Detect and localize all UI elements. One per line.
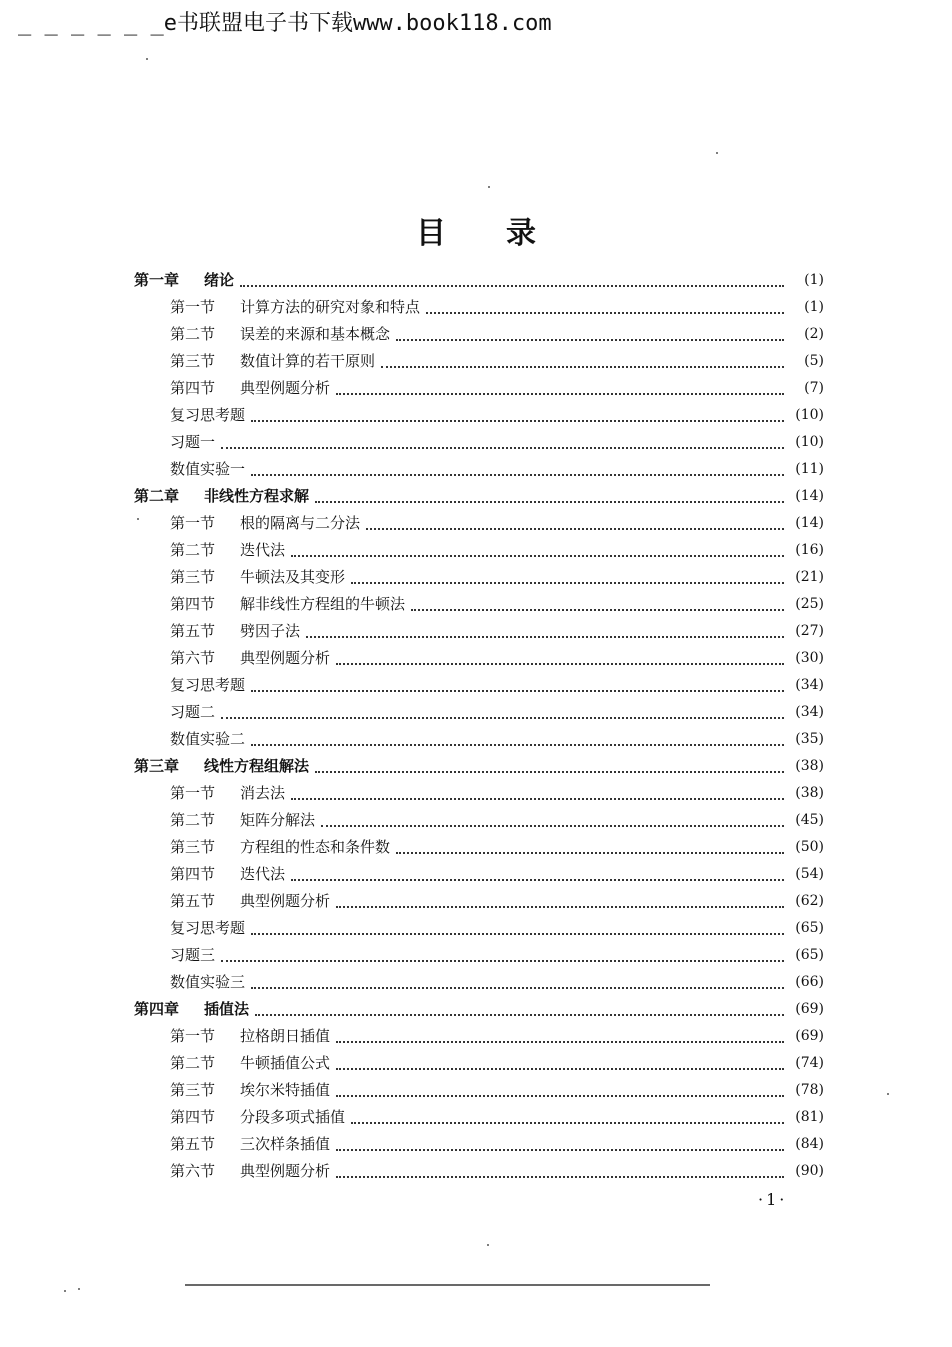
toc-leader-dots — [351, 580, 784, 584]
toc-entry-title: 典型例题分析 — [240, 892, 331, 910]
toc-chapter-1[interactable] — [134, 267, 824, 294]
toc-section-4-3[interactable] — [134, 1077, 824, 1104]
toc-entry-number: 第三节 — [170, 568, 216, 586]
toc-leader-dots — [426, 310, 784, 314]
toc-review-1[interactable] — [134, 402, 824, 429]
toc-entry-number: 第三节 — [170, 1081, 216, 1099]
toc-leader-dots — [336, 391, 784, 395]
toc-entry-title: 方程组的性态和条件数 — [240, 838, 391, 856]
toc-entry-title: 解非线性方程组的牛顿法 — [240, 595, 406, 613]
toc-leader-dots — [336, 1174, 784, 1178]
toc-leader-dots — [396, 337, 784, 341]
toc-entry-title: 习题二 — [170, 703, 216, 721]
toc-chapter-2[interactable] — [134, 483, 824, 510]
toc-section-2-3[interactable] — [134, 564, 824, 591]
toc-leader-dots — [251, 931, 784, 935]
toc-experiment-3[interactable] — [134, 969, 824, 996]
toc-leader-dots — [366, 526, 784, 530]
toc-entry-title: 绪论 — [204, 271, 235, 289]
toc-entry-number: 第四节 — [170, 595, 216, 613]
toc-leader-dots — [291, 796, 784, 800]
toc-exercises-1[interactable] — [134, 429, 824, 456]
toc-entry-title: 插值法 — [204, 1000, 250, 1018]
toc-section-3-4[interactable] — [134, 861, 824, 888]
toc-entry-title: 数值计算的若干原则 — [240, 352, 376, 370]
toc-entry-page: (11) — [795, 461, 824, 477]
toc-entry-page: (65) — [795, 920, 824, 936]
toc-chapter-4[interactable] — [134, 996, 824, 1023]
scan-speck — [887, 1093, 889, 1095]
toc-leader-dots — [221, 958, 784, 962]
toc-entry-page: (14) — [795, 488, 824, 504]
toc-entry-title: 典型例题分析 — [240, 649, 331, 667]
toc-entry-title: 消去法 — [240, 784, 286, 802]
toc-leader-dots — [240, 283, 784, 287]
toc-entry-title: 牛顿插值公式 — [240, 1054, 331, 1072]
toc-leader-dots — [336, 1066, 784, 1070]
toc-entry-title: 迭代法 — [240, 865, 286, 883]
toc-entry-page: (54) — [795, 866, 824, 882]
toc-entry-title: 三次样条插值 — [240, 1135, 331, 1153]
toc-section-2-2[interactable] — [134, 537, 824, 564]
toc-entry-number: 第三节 — [170, 838, 216, 856]
toc-entry-number: 第六节 — [170, 1162, 216, 1180]
toc-section-4-1[interactable] — [134, 1023, 824, 1050]
toc-entry-title: 拉格朗日插值 — [240, 1027, 331, 1045]
toc-leader-dots — [291, 877, 784, 881]
toc-leader-dots — [306, 634, 784, 638]
toc-entry-number: 第一节 — [170, 1027, 216, 1045]
toc-entry-title: 习题三 — [170, 946, 216, 964]
toc-entry-title: 计算方法的研究对象和特点 — [240, 298, 421, 316]
toc-leader-dots — [336, 661, 784, 665]
watermark-header: _ _ _ _ _ _e书联盟电子书下载www.book118.com — [18, 11, 552, 36]
toc-entry-page: (27) — [795, 623, 824, 639]
toc-leader-dots — [396, 850, 784, 854]
scan-speck — [146, 58, 148, 60]
toc-section-1-1[interactable] — [134, 294, 824, 321]
toc-entry-title: 典型例题分析 — [240, 379, 331, 397]
toc-entry-number: 第二节 — [170, 541, 216, 559]
toc-entry-page: (69) — [795, 1028, 824, 1044]
toc-entry-page: (16) — [795, 542, 824, 558]
toc-section-1-3[interactable] — [134, 348, 824, 375]
toc-exercises-2[interactable] — [134, 699, 824, 726]
toc-entry-page: (69) — [795, 1001, 824, 1017]
toc-leader-dots — [315, 769, 784, 773]
toc-leader-dots — [251, 985, 784, 989]
toc-leader-dots — [315, 499, 784, 503]
toc-section-4-4[interactable] — [134, 1104, 824, 1131]
toc-leader-dots — [251, 742, 784, 746]
toc-entry-number: 第三节 — [170, 352, 216, 370]
toc-entry-page: (5) — [804, 353, 824, 369]
toc-section-3-5[interactable] — [134, 888, 824, 915]
toc-entry-page: (50) — [795, 839, 824, 855]
toc-entry-number: 第五节 — [170, 892, 216, 910]
scan-speck — [137, 518, 139, 520]
toc-entry-page: (34) — [795, 704, 824, 720]
toc-leader-dots — [336, 1093, 784, 1097]
toc-entry-title: 数值实验三 — [170, 973, 246, 991]
toc-entry-title: 线性方程组解法 — [204, 757, 310, 775]
toc-entry-page: (90) — [795, 1163, 824, 1179]
toc-entry-page: (1) — [804, 299, 824, 315]
toc-entry-page: (35) — [795, 731, 824, 747]
toc-leader-dots — [336, 904, 784, 908]
toc-entry-page: (62) — [795, 893, 824, 909]
toc-leader-dots — [351, 1120, 784, 1124]
toc-entry-title: 数值实验一 — [170, 460, 246, 478]
scan-speck — [78, 1288, 80, 1290]
toc-entry-number: 第五节 — [170, 1135, 216, 1153]
toc-section-1-4[interactable] — [134, 375, 824, 402]
toc-entry-page: (7) — [804, 380, 824, 396]
toc-leader-dots — [336, 1147, 784, 1151]
toc-entry-title: 习题一 — [170, 433, 216, 451]
toc-entry-number: 第四节 — [170, 865, 216, 883]
toc-leader-dots — [221, 445, 784, 449]
toc-entry-title: 埃尔米特插值 — [240, 1081, 331, 1099]
toc-entry-title: 数值实验二 — [170, 730, 246, 748]
toc-chapter-3[interactable] — [134, 753, 824, 780]
toc-entry-number: 第四节 — [170, 1108, 216, 1126]
toc-entry-number: 第一节 — [170, 784, 216, 802]
toc-section-4-2[interactable] — [134, 1050, 824, 1077]
toc-section-2-4[interactable] — [134, 591, 824, 618]
page-title: 目录 — [416, 216, 596, 251]
toc-entry-page: (25) — [795, 596, 824, 612]
toc-entry-title: 非线性方程求解 — [204, 487, 310, 505]
toc-entry-number: 第四章 — [134, 1000, 180, 1018]
table-of-contents — [134, 267, 824, 1185]
toc-entry-page: (38) — [795, 785, 824, 801]
toc-leader-dots — [381, 364, 784, 368]
toc-exercises-3[interactable] — [134, 942, 824, 969]
toc-leader-dots — [255, 1012, 784, 1016]
toc-experiment-1[interactable] — [134, 456, 824, 483]
page-number: ·1· — [758, 1190, 788, 1209]
toc-leader-dots — [251, 688, 784, 692]
toc-review-2[interactable] — [134, 672, 824, 699]
toc-section-3-2[interactable] — [134, 807, 824, 834]
toc-entry-page: (30) — [795, 650, 824, 666]
toc-section-2-6[interactable] — [134, 645, 824, 672]
toc-entry-page: (84) — [795, 1136, 824, 1152]
toc-entry-number: 第二节 — [170, 325, 216, 343]
toc-entry-page: (38) — [795, 758, 824, 774]
toc-entry-title: 复习思考题 — [170, 676, 246, 694]
toc-section-1-2[interactable] — [134, 321, 824, 348]
toc-entry-number: 第三章 — [134, 757, 180, 775]
toc-entry-number: 第二章 — [134, 487, 180, 505]
toc-section-4-6[interactable] — [134, 1158, 824, 1185]
toc-entry-number: 第二节 — [170, 1054, 216, 1072]
toc-entry-page: (14) — [795, 515, 824, 531]
bottom-scan-rule — [185, 1284, 710, 1286]
toc-leader-dots — [251, 418, 784, 422]
toc-entry-title: 牛顿法及其变形 — [240, 568, 346, 586]
toc-entry-title: 矩阵分解法 — [240, 811, 316, 829]
scan-speck — [64, 1290, 66, 1292]
toc-entry-title: 劈因子法 — [240, 622, 301, 640]
toc-entry-page: (34) — [795, 677, 824, 693]
toc-leader-dots — [221, 715, 784, 719]
scan-speck — [488, 186, 490, 188]
toc-entry-page: (10) — [795, 407, 824, 423]
toc-entry-page: (81) — [795, 1109, 824, 1125]
toc-entry-number: 第四节 — [170, 379, 216, 397]
toc-review-3[interactable] — [134, 915, 824, 942]
toc-entry-title: 复习思考题 — [170, 406, 246, 424]
toc-section-3-1[interactable] — [134, 780, 824, 807]
toc-section-4-5[interactable] — [134, 1131, 824, 1158]
toc-entry-page: (45) — [795, 812, 824, 828]
scan-speck — [716, 152, 718, 154]
toc-entry-page: (65) — [795, 947, 824, 963]
toc-leader-dots — [336, 1039, 784, 1043]
toc-entry-page: (10) — [795, 434, 824, 450]
toc-section-3-3[interactable] — [134, 834, 824, 861]
toc-entry-number: 第二节 — [170, 811, 216, 829]
toc-entry-number: 第一节 — [170, 298, 216, 316]
toc-entry-page: (66) — [795, 974, 824, 990]
toc-entry-title: 典型例题分析 — [240, 1162, 331, 1180]
toc-entry-number: 第一章 — [134, 271, 180, 289]
toc-entry-number: 第一节 — [170, 514, 216, 532]
toc-entry-title: 根的隔离与二分法 — [240, 514, 361, 532]
toc-entry-page: (78) — [795, 1082, 824, 1098]
toc-leader-dots — [411, 607, 784, 611]
toc-entry-title: 复习思考题 — [170, 919, 246, 937]
toc-leader-dots — [291, 553, 784, 557]
toc-entry-page: (74) — [795, 1055, 824, 1071]
toc-section-2-5[interactable] — [134, 618, 824, 645]
toc-section-2-1[interactable] — [134, 510, 824, 537]
toc-entry-page: (21) — [795, 569, 824, 585]
toc-leader-dots — [321, 823, 784, 827]
toc-entry-title: 分段多项式插值 — [240, 1108, 346, 1126]
toc-entry-title: 误差的来源和基本概念 — [240, 325, 391, 343]
toc-leader-dots — [251, 472, 784, 476]
toc-entry-number: 第六节 — [170, 649, 216, 667]
toc-entry-number: 第五节 — [170, 622, 216, 640]
scan-speck — [487, 1244, 489, 1246]
toc-experiment-2[interactable] — [134, 726, 824, 753]
toc-entry-title: 迭代法 — [240, 541, 286, 559]
toc-entry-page: (1) — [804, 272, 824, 288]
toc-entry-page: (2) — [804, 326, 824, 342]
